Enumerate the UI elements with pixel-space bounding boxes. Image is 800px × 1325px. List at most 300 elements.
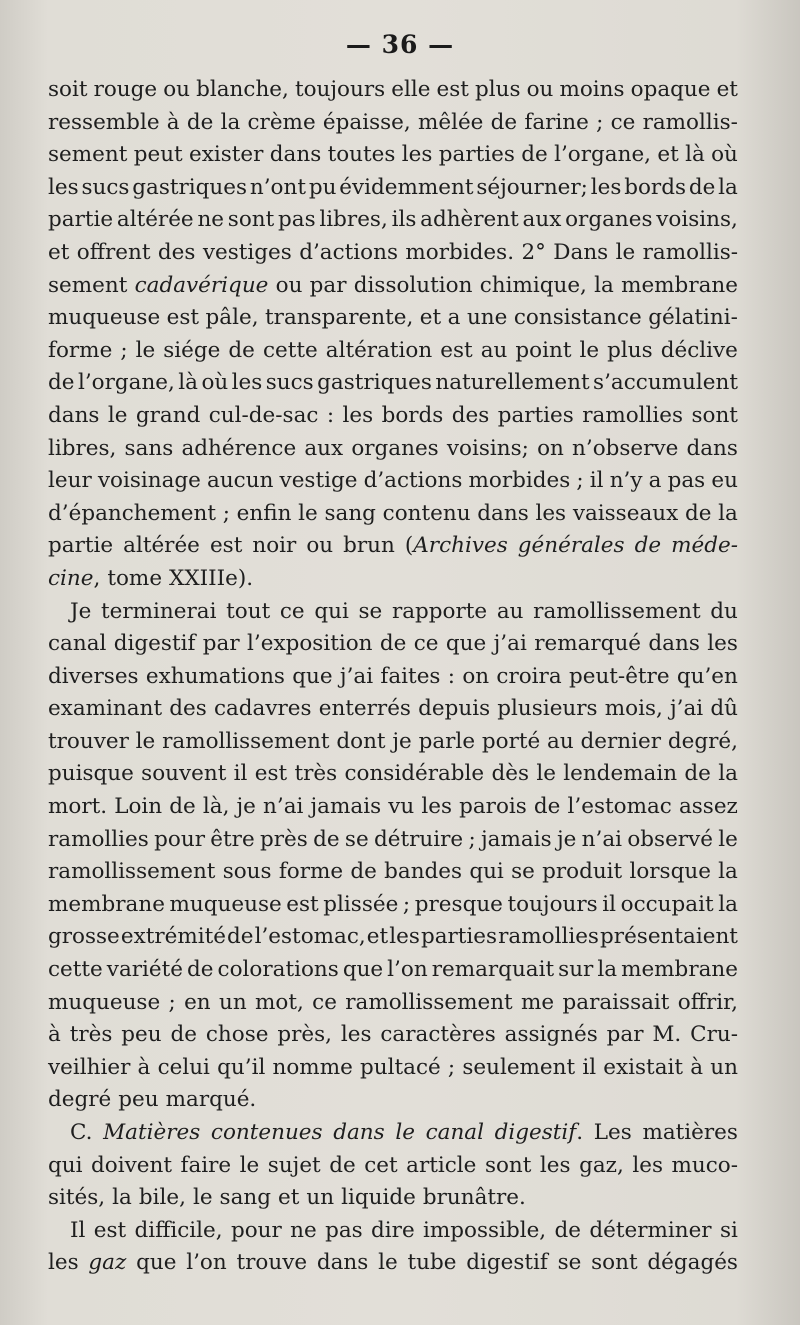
word: détruire [374, 826, 464, 852]
word: de [48, 370, 75, 396]
word: brun [343, 533, 395, 559]
word: de [490, 109, 518, 135]
word: où [201, 370, 229, 396]
text-line [48, 693, 738, 726]
word: déterminer [589, 1217, 712, 1243]
word: peut [133, 142, 183, 168]
word: noir [252, 533, 297, 559]
word: siége [163, 337, 221, 363]
word: déclive [660, 337, 738, 363]
word: parties [438, 142, 515, 168]
text-line [48, 758, 738, 791]
word: dans [477, 500, 529, 526]
word: Cru- [690, 1022, 738, 1048]
word: ils [391, 207, 417, 233]
word: peut-être [568, 663, 670, 689]
text-line [48, 107, 738, 140]
word: crème [247, 109, 316, 135]
italic-text: cine [48, 565, 94, 591]
word: ramollissement [533, 598, 701, 624]
word: la [718, 859, 738, 885]
word: ; [596, 109, 604, 135]
word: membrane [48, 891, 165, 917]
word: par [309, 272, 347, 298]
word: peu [118, 1087, 159, 1113]
word: est [93, 1217, 127, 1243]
word: mot, [255, 989, 304, 1015]
word: difficile, [134, 1217, 223, 1243]
word: mort. [48, 794, 108, 820]
word: le [107, 402, 128, 428]
word: ; [168, 989, 176, 1015]
word: cette [262, 337, 318, 363]
word: adhérence [181, 435, 297, 461]
word: sucs [265, 370, 314, 396]
word: sans [124, 435, 174, 461]
word: farine [524, 109, 589, 135]
word: ou [306, 533, 334, 559]
word: que [445, 631, 487, 657]
word: là [685, 142, 705, 168]
word: la [718, 761, 738, 787]
word: n’y [609, 468, 643, 494]
word: de [379, 631, 407, 657]
word: matières [642, 1120, 738, 1145]
word [333, 1117, 384, 1150]
word: sujet [267, 1152, 321, 1178]
text-line [48, 1019, 738, 1052]
word: je [236, 794, 256, 820]
word: que [136, 1250, 177, 1276]
word: a [648, 468, 662, 494]
word [211, 1117, 323, 1150]
word: paraissait [562, 989, 670, 1015]
word: de [684, 761, 711, 787]
word: les [590, 174, 622, 200]
word: porté [481, 728, 541, 754]
word: et [419, 305, 442, 331]
word: n’ont [249, 174, 306, 200]
word: sont [484, 1152, 532, 1178]
word: parties [497, 402, 574, 428]
word: au [547, 728, 574, 754]
word: point [515, 337, 572, 363]
word: ou [526, 77, 554, 102]
word: vestiges [202, 239, 292, 265]
text-line [48, 661, 738, 694]
text-line [48, 367, 738, 400]
word: au [496, 598, 524, 624]
word: voisinage [97, 468, 201, 494]
word: morbides [468, 468, 571, 494]
word: enfin [236, 500, 292, 526]
word: le [135, 728, 156, 754]
word: elle [391, 77, 431, 102]
word: membrane [621, 272, 738, 298]
word: ; [447, 1054, 456, 1080]
word: bords [381, 402, 444, 428]
word: parois [459, 794, 527, 820]
word: caractères [380, 1022, 496, 1048]
word: présentaient [600, 924, 738, 950]
word: impossible, [423, 1217, 547, 1243]
word: morbides. [405, 239, 515, 265]
word: cine, [48, 565, 101, 591]
word: l’estomac [567, 794, 672, 820]
word: très [294, 761, 338, 787]
word: ramollies [582, 402, 684, 428]
word: exister [189, 142, 264, 168]
word: altération [325, 337, 433, 363]
word: : [326, 402, 335, 428]
word: remarqué [534, 631, 642, 657]
text-line [48, 172, 738, 205]
word: exhumations [145, 663, 285, 689]
word: près [259, 826, 308, 852]
word: est [166, 305, 200, 331]
text-line [48, 596, 738, 629]
word: est [209, 533, 243, 559]
word: a [447, 305, 461, 331]
text-line [48, 856, 738, 889]
word: ramollis- [642, 239, 738, 265]
word: sang [324, 500, 376, 526]
word: des [169, 696, 207, 722]
word: gastriques [132, 174, 248, 200]
word: parle [418, 728, 476, 754]
word: doivent [91, 1152, 172, 1178]
word: variété [106, 957, 184, 983]
text-line [48, 954, 738, 987]
word: gastriques [317, 370, 432, 396]
word: plusieurs [497, 696, 598, 722]
word: muco- [671, 1152, 738, 1178]
word: n’observe [572, 435, 679, 461]
text-line [48, 628, 738, 661]
word: membrane [621, 957, 738, 983]
word: par [606, 1022, 644, 1048]
word: croira [496, 663, 562, 689]
word: libres, [319, 207, 388, 233]
word: des [157, 239, 196, 265]
word: toujours [294, 77, 386, 102]
word: ramollis- [642, 109, 738, 135]
word: évidemment [339, 174, 474, 200]
word: il [233, 761, 248, 787]
italic-text: Archives [413, 533, 508, 559]
word: que [292, 663, 333, 689]
word: digestif. [494, 1120, 584, 1145]
word: et [716, 77, 738, 102]
word: offrir, [677, 989, 738, 1015]
word: sont [227, 207, 275, 233]
word: un [218, 989, 247, 1015]
word: le [579, 337, 600, 363]
word: dire [371, 1217, 415, 1243]
text-line [48, 433, 738, 466]
italic-text: Matières [103, 1120, 201, 1145]
page-number: — 36 — [345, 30, 455, 59]
word: les [632, 1152, 663, 1178]
word: ne [290, 1217, 317, 1243]
word: on [462, 663, 490, 689]
text-line [48, 791, 738, 824]
word: l’on [186, 1250, 227, 1276]
word: de [186, 109, 214, 135]
text-line [48, 270, 738, 303]
word: de [350, 859, 377, 885]
word: pour [154, 826, 205, 852]
italic-text: gaz [88, 1250, 127, 1276]
text-line [48, 1247, 738, 1280]
word [671, 530, 738, 563]
word: veilhier [48, 1054, 131, 1080]
word: les [401, 142, 433, 168]
word: l’estomac, [254, 924, 366, 950]
word: ramollies [48, 826, 149, 852]
word: ou [275, 272, 303, 298]
word: de [169, 794, 196, 820]
word: trouver [48, 728, 129, 754]
word: dans [269, 142, 322, 168]
word: au [480, 337, 508, 363]
word: cette [48, 957, 103, 983]
word: souvent [141, 761, 227, 787]
word: est [286, 891, 319, 917]
word: dissolution [353, 272, 473, 298]
word: dont [336, 728, 386, 754]
text-line [48, 563, 738, 596]
word: ; [120, 337, 128, 363]
word: par [202, 631, 240, 657]
word [426, 1117, 484, 1150]
word: le [239, 1152, 260, 1178]
word [635, 530, 662, 563]
word: qui [314, 598, 349, 624]
word: opaque [630, 77, 711, 102]
word: remarquait [431, 957, 555, 983]
italic-text: le [395, 1120, 415, 1145]
word: cul-de-sac [208, 402, 319, 428]
text-line [48, 1052, 738, 1085]
word: toutes [327, 142, 396, 168]
word: à [48, 1022, 61, 1048]
word: vaisseaux [572, 500, 679, 526]
word: rapporte [391, 598, 488, 624]
word: chimique, [479, 272, 587, 298]
text-line [48, 74, 738, 107]
word: de [329, 1152, 356, 1178]
word: marqué. [165, 1087, 257, 1113]
word: du [710, 598, 738, 624]
word: Les [593, 1120, 632, 1145]
word: être [210, 826, 255, 852]
word: digestif [466, 1250, 548, 1276]
italic-text: contenues [210, 1120, 323, 1145]
text-line [48, 400, 738, 433]
word: près, [277, 1022, 332, 1048]
word: organes [565, 207, 653, 233]
word: n’ai [581, 826, 623, 852]
word: Dans [553, 239, 609, 265]
word: mois, [604, 696, 663, 722]
word: voisins, [656, 207, 738, 233]
word: j’ai [339, 663, 374, 689]
word: faites [380, 663, 441, 689]
word: partie [48, 533, 114, 559]
word: altérée [123, 533, 200, 559]
word: bile, [138, 1185, 186, 1211]
word: si [719, 1217, 738, 1243]
text-line [48, 237, 738, 270]
word: bords [624, 174, 686, 200]
word: ou [163, 77, 191, 102]
word: produit [542, 859, 623, 885]
word: cadavres [213, 696, 312, 722]
word: je [392, 728, 412, 754]
word: ramollissement [162, 728, 330, 754]
word: ; [222, 500, 230, 526]
body-text [48, 74, 738, 1280]
word: de [228, 337, 255, 363]
word: aux [304, 435, 344, 461]
text-line [48, 726, 738, 759]
word: d’actions [363, 468, 463, 494]
word: dans [316, 1250, 369, 1276]
word: les [48, 174, 79, 200]
word: une [466, 305, 508, 331]
text-line [48, 1215, 738, 1248]
word: dans [648, 631, 700, 657]
word: dernier [580, 728, 662, 754]
text-line [48, 530, 738, 563]
word: eu [711, 468, 738, 494]
word: muqueuse [48, 305, 161, 331]
word: se [344, 826, 369, 852]
text-line [48, 921, 738, 954]
word: que [342, 957, 384, 983]
text-line [48, 1084, 738, 1117]
word: ; [468, 826, 476, 852]
text-line [48, 498, 738, 531]
word: jamais [481, 826, 552, 852]
word: la [220, 109, 241, 135]
word: partie [48, 207, 114, 233]
word: dû [710, 696, 738, 722]
word: Loin [114, 794, 163, 820]
word: un [710, 1054, 738, 1080]
word: là, [202, 794, 230, 820]
word: assignés [504, 1022, 598, 1048]
text-line [48, 824, 738, 857]
word: sur [558, 957, 594, 983]
word: le [536, 761, 556, 787]
word: aucun [207, 468, 274, 494]
word: très [69, 1022, 113, 1048]
text-line [48, 1150, 738, 1183]
italic-text: méde- [671, 533, 738, 559]
word: ce [279, 598, 305, 624]
word: de [688, 174, 716, 200]
word: celui [157, 1054, 210, 1080]
word: parties [420, 924, 498, 950]
word: est [436, 77, 469, 102]
word: ramollissement [48, 859, 216, 885]
word: Je [70, 598, 92, 624]
word: de [521, 142, 548, 168]
word: plissée [323, 891, 399, 917]
word: mêlée [417, 109, 484, 135]
word: pas [667, 468, 706, 494]
word: l’exposition [247, 631, 373, 657]
word: l’on [387, 957, 428, 983]
word: les [539, 1152, 571, 1178]
word: extrémité [120, 924, 226, 950]
word: Il [70, 1217, 86, 1243]
word: pas [325, 1217, 363, 1243]
word: sement [48, 142, 128, 168]
word: le [718, 826, 738, 852]
text-line [48, 204, 738, 237]
word: est [440, 337, 473, 363]
word: ramollissement [345, 989, 513, 1015]
word: et [278, 1185, 300, 1211]
word: les [48, 1250, 79, 1276]
word: offrent [76, 239, 151, 265]
word: jamais [310, 794, 382, 820]
word: et [366, 924, 389, 950]
word: la [597, 957, 618, 983]
word: soit [48, 77, 88, 102]
word: ce [312, 989, 337, 1015]
word: sement [48, 272, 128, 298]
word: il [582, 1054, 597, 1080]
word: 2° [521, 239, 546, 265]
word: le [135, 337, 156, 363]
word: : [447, 663, 456, 689]
word: les [421, 794, 452, 820]
word: se [358, 598, 383, 624]
word: de [187, 957, 214, 983]
word: il [589, 468, 604, 494]
word: chose [205, 1022, 269, 1048]
word: l’organe, [77, 370, 175, 396]
word: de [554, 1217, 581, 1243]
word [88, 1247, 126, 1280]
word: assez [678, 794, 738, 820]
word: la [594, 272, 614, 298]
word: à [166, 109, 180, 135]
word: (Archives [404, 533, 508, 559]
word: tout [226, 598, 271, 624]
word: puisque [48, 761, 134, 787]
word: plus [474, 77, 521, 102]
word: la [718, 500, 738, 526]
word: tube [407, 1250, 457, 1276]
word: aux [522, 207, 562, 233]
word: blanche, [196, 77, 289, 102]
word: pultacé [360, 1054, 441, 1080]
word: occupait [620, 891, 714, 917]
word: je [556, 826, 577, 852]
word: considérable [344, 761, 485, 787]
word: dès [491, 761, 529, 787]
word: la [112, 1185, 132, 1211]
word: pas [278, 207, 316, 233]
word: degré [48, 1087, 112, 1113]
word: où [711, 142, 738, 168]
word: le [192, 1185, 213, 1211]
